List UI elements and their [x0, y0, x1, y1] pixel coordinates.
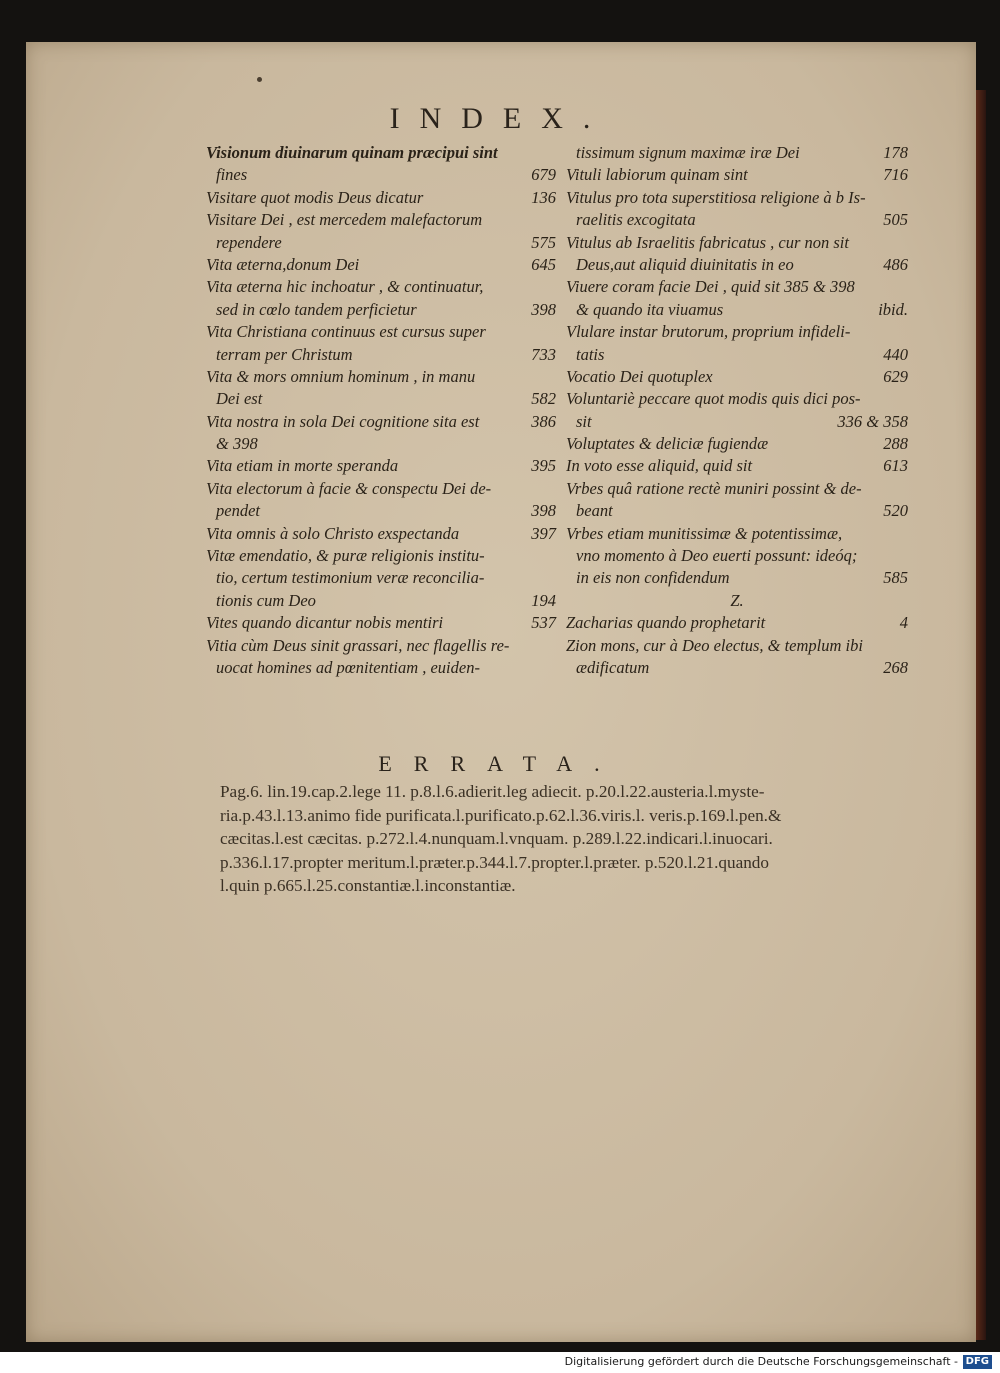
index-entry-text: Vita electorum à facie & conspectu Dei de-: [206, 478, 492, 498]
index-entry: [206, 299, 556, 321]
index-entry: [206, 142, 556, 164]
index-entry-text: uocat homines ad pœnitentiam , euiden-: [216, 657, 480, 677]
index-entry: [566, 523, 908, 545]
index-right-column: [566, 142, 908, 679]
index-entry-text: vno momento à Deo euerti possunt: ideóq;: [576, 546, 858, 566]
index-entry: [566, 590, 908, 612]
index-entry-text: Voluptates & deliciæ fugiendæ: [566, 434, 769, 454]
index-entry: [566, 299, 908, 321]
index-entry: [566, 366, 908, 388]
index-entry-text: Vitæ emendatio, & puræ religionis institu-: [206, 546, 485, 566]
index-entry-text: Z.: [730, 590, 744, 610]
index-entry-page: 194: [531, 590, 556, 610]
index-entry-text: Deus,aut aliquid diuinitatis in eo: [576, 254, 794, 274]
index-entry-text: tissimum signum maximæ iræ Dei: [576, 143, 800, 162]
index-entry-text: Vitulus ab Israelitis fabricatus , cur non sit: [566, 232, 849, 252]
index-entry-text: Dei est: [216, 389, 263, 409]
index-entry-text: Visitare quot modis Deus dicatur: [206, 187, 424, 207]
index-entry: [566, 545, 908, 567]
index-entry: [566, 612, 908, 634]
index-entry: [206, 344, 556, 366]
index-entry: [206, 366, 556, 388]
index-entry: [566, 254, 908, 276]
dfg-logo: DFG: [963, 1355, 992, 1369]
index-entry: [566, 433, 908, 455]
index-entry-page: 440: [883, 344, 908, 364]
errata-line: l.quin p.665.l.25.constantiæ.l.inconstantiæ.: [220, 876, 516, 895]
index-entry: [206, 635, 556, 657]
index-entry-page: 505: [883, 210, 908, 230]
index-entry-page: 336 & 358: [837, 411, 908, 431]
index-entry-text: Zacharias quando prophetarit: [566, 613, 766, 633]
index-entry-text: Vita omnis à solo Christo exspectanda: [206, 523, 460, 543]
index-entry-page: 288: [883, 434, 908, 454]
index-entry: [566, 187, 908, 209]
index-entry-page: 398: [531, 501, 556, 521]
index-entry: [206, 500, 556, 522]
index-entry-text: beant: [576, 501, 613, 521]
index-entry-page: 397: [531, 523, 556, 543]
index-entry-text: Vlulare instar brutorum, proprium infideli-: [566, 322, 851, 342]
index-entry: [566, 478, 908, 500]
index-entry-text: Vita & mors omnium hominum , in manu: [206, 366, 476, 386]
footer-credit: Digitalisierung gefördert durch die Deutsche Forschungsgemeinschaft -: [564, 1355, 958, 1368]
index-entry-text: Voluntariè peccare quot modis quis dici pos-: [566, 389, 861, 409]
index-entry-page: 537: [531, 613, 556, 633]
index-entry-page: 629: [883, 366, 908, 386]
index-entry: [206, 433, 556, 455]
index-entry-text: pendet: [216, 501, 260, 521]
errata-body: [220, 780, 920, 898]
index-entry-page: 679: [531, 165, 556, 185]
index-entry: [206, 276, 556, 298]
index-entry-text: & quando ita viuamus: [576, 299, 724, 319]
index-entry: [566, 344, 908, 366]
ink-spot: [257, 77, 262, 82]
index-entry-page: 716: [883, 165, 908, 185]
index-entry-text: tatis: [576, 344, 605, 364]
index-entry-text: raelitis excogitata: [576, 210, 696, 230]
index-entry-page: 4: [899, 613, 908, 633]
index-entry: [566, 635, 908, 657]
index-entry: [206, 187, 556, 209]
index-entry-page: 733: [531, 344, 556, 364]
index-entry: [206, 567, 556, 589]
index-entry: [566, 388, 908, 410]
index-entry-text: Vrbes quâ ratione rectè muniri possint & de-: [566, 478, 862, 498]
index-entry-page: 613: [883, 456, 908, 476]
index-entry-page: 398: [531, 299, 556, 319]
index-entry: [206, 411, 556, 433]
index-entry-page: 575: [531, 232, 556, 252]
index-entry-text: tio, certum testimonium veræ reconcilia-: [216, 568, 485, 588]
index-entry-text: Vita Christiana continuus est cursus super: [206, 322, 486, 342]
index-entry-text: Vocatio Dei quotuplex: [566, 366, 713, 386]
index-entry: [206, 209, 556, 231]
index-entry: [206, 545, 556, 567]
index-entry-text: ædificatum: [576, 657, 650, 677]
index-entry: [206, 388, 556, 410]
index-entry-text: Zion mons, cur à Deo electus, & templum ibi: [566, 635, 863, 655]
index-entry: [206, 590, 556, 612]
index-entry-page: 268: [883, 657, 908, 677]
index-entry-text: In voto esse aliquid, quid sit: [566, 456, 753, 476]
index-entry: [566, 411, 908, 433]
index-entry: [566, 657, 908, 679]
index-entry: [206, 232, 556, 254]
index-entry-page: 645: [531, 254, 556, 274]
index-entry-page: 582: [531, 389, 556, 409]
index-entry: [566, 567, 908, 589]
index-entry: [206, 455, 556, 477]
index-entry-text: Visitare Dei , est mercedem malefactorum: [206, 210, 483, 230]
index-entry-text: Vites quando dicantur nobis mentiri: [206, 613, 444, 633]
index-entry-text: Vita æterna hic inchoatur , & continuatur,: [206, 277, 484, 297]
footer-bar: [0, 1352, 1000, 1373]
binding-edge: [976, 90, 986, 1340]
index-entry: [566, 500, 908, 522]
index-entry: [206, 164, 556, 186]
index-entry: [206, 523, 556, 545]
index-entry-text: fines: [216, 165, 248, 185]
index-entry: [206, 254, 556, 276]
index-entry: [206, 657, 556, 679]
index-entry-page: 386: [531, 411, 556, 431]
index-entry: [566, 232, 908, 254]
index-entry-text: sit: [576, 411, 592, 431]
index-entry: [566, 276, 908, 298]
errata-line: Pag.6. lin.19.cap.2.lege 11. p.8.l.6.adierit.leg adiecit. p.20.l.22.austeria.l.myste-: [220, 782, 765, 801]
index-entry: [206, 321, 556, 343]
index-entry-text: Vitia cùm Deus sinit grassari, nec flagellis re-: [206, 635, 510, 655]
index-entry-text: sed in cœlo tandem perficietur: [216, 299, 417, 319]
index-entry-page: 486: [883, 254, 908, 274]
index-entry-text: Vitulus pro tota superstitiosa religione à b Is-: [566, 187, 866, 207]
errata-heading: ERRATA.: [378, 751, 622, 776]
errata-line: ria.p.43.l.13.animo fide purificata.l.purificato.p.62.l.36.viris.l. veris.p.169.l.pen.&: [220, 805, 782, 825]
index-entry-page: 395: [531, 456, 556, 476]
index-entry: [566, 321, 908, 343]
index-entry-text: rependere: [216, 232, 282, 252]
index-entry-text: Vita nostra in sola Dei cognitione sita est: [206, 411, 480, 431]
index-entry-text: Vituli labiorum quinam sint: [566, 165, 748, 185]
index-entry: [566, 455, 908, 477]
index-entry-text: Viuere coram facie Dei , quid sit 385 & 398: [566, 277, 855, 297]
index-entry: [566, 164, 908, 186]
index-entry-text: Vita etiam in morte speranda: [206, 456, 399, 476]
index-entry-page: 136: [531, 187, 556, 207]
index-entry-text: terram per Christum: [216, 344, 353, 364]
index-entry-text: Visionum diuinarum quinam præcipui sint: [206, 143, 498, 162]
index-entry-text: Vita æterna,donum Dei: [206, 254, 360, 274]
index-entry-text: Vrbes etiam munitissimæ & potentissimæ,: [566, 523, 843, 543]
index-entry-text: in eis non confidendum: [576, 568, 730, 588]
errata-line: p.336.l.17.propter meritum.l.præter.p.344.l.7.propter.l.præter. p.520.l.21.quando: [220, 852, 769, 872]
index-entry-text: tionis cum Deo: [216, 590, 316, 610]
index-heading: INDEX.: [389, 102, 611, 135]
index-entry-page: 178: [883, 143, 908, 162]
index-entry-text: & 398: [216, 434, 258, 454]
index-entry-page: ibid.: [878, 299, 908, 319]
index-entry: [566, 142, 908, 164]
errata-line: cæcitas.l.est cæcitas. p.272.l.4.nunquam.l.vnquam. p.289.l.22.indicari.l.inuocari.: [220, 829, 773, 848]
index-entry: [206, 612, 556, 634]
index-entry: [206, 478, 556, 500]
index-entry: [566, 209, 908, 231]
index-entry-page: 585: [883, 568, 908, 588]
index-left-column: [206, 142, 556, 679]
index-entry-page: 520: [883, 501, 908, 521]
